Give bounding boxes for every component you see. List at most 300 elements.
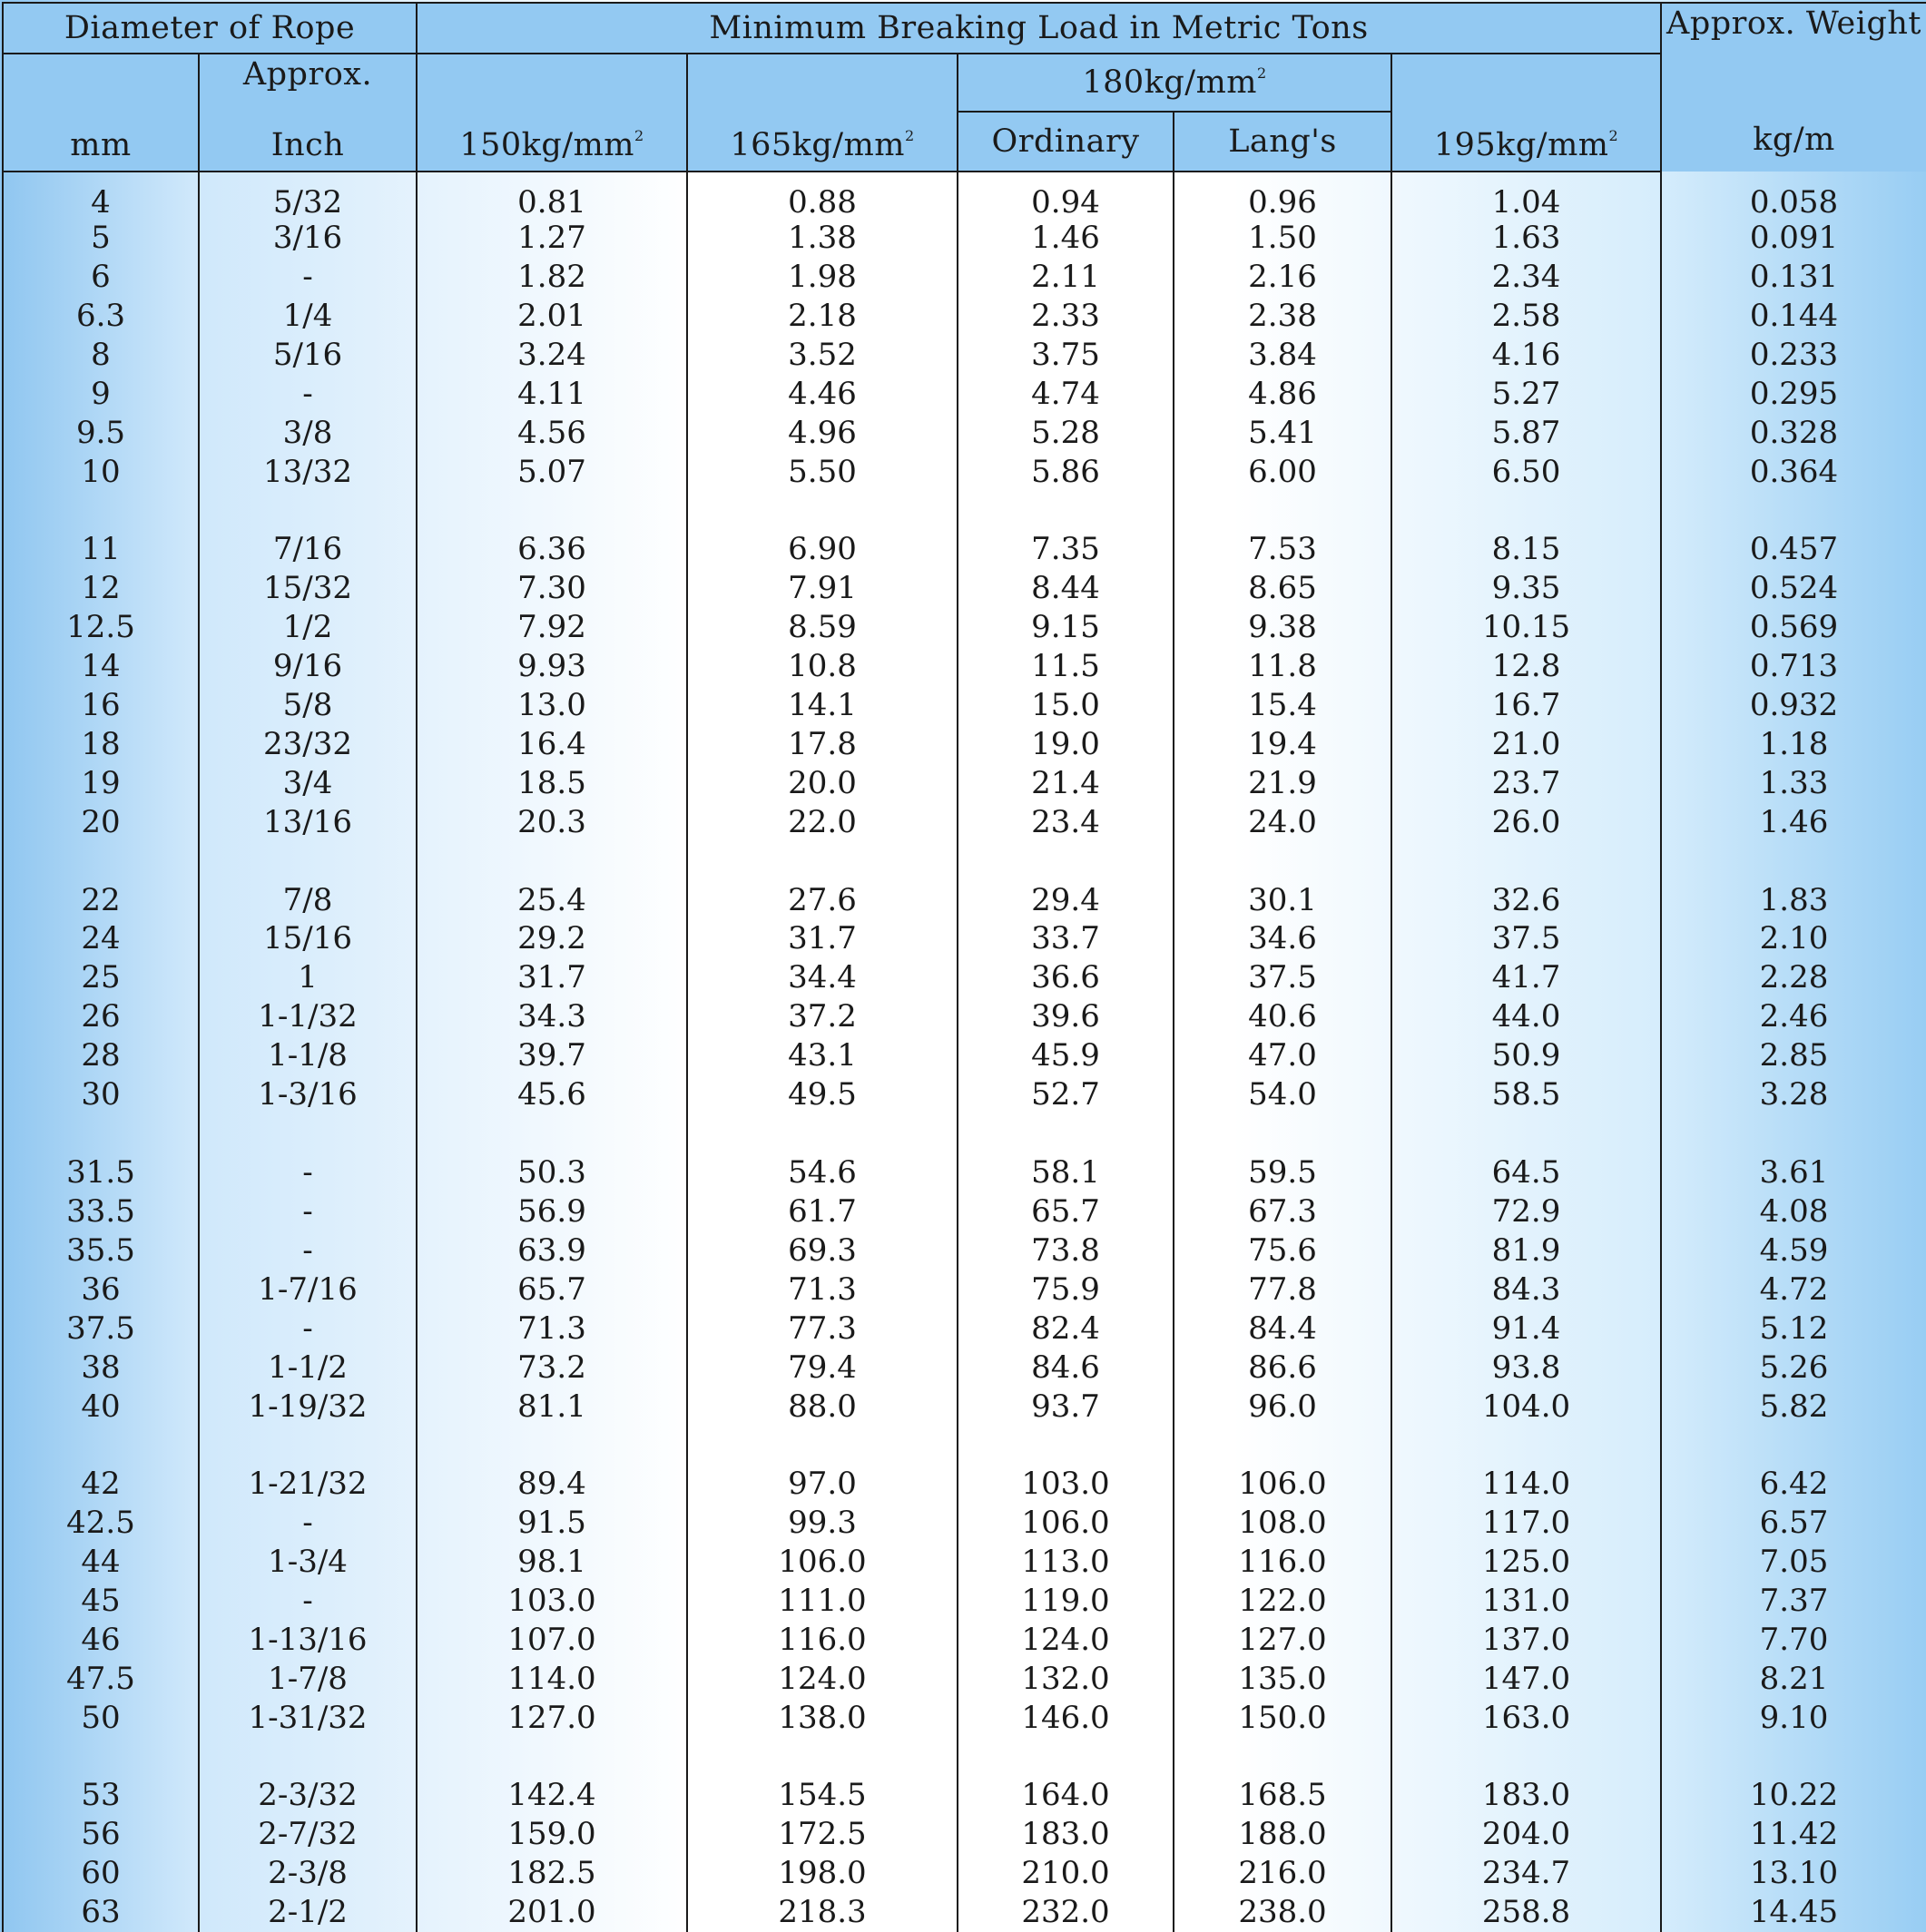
load-165-cell: 54.6 — [687, 1152, 958, 1192]
weight-kg-m-cell: 0.457 — [1661, 530, 1926, 569]
table-row — [3, 1192, 1926, 1231]
load-150-cell: 63.9 — [417, 1231, 687, 1270]
load-195-cell: 2.58 — [1391, 297, 1661, 336]
diameter-mm-cell: 33.5 — [3, 1192, 199, 1231]
grade-195-header — [1391, 54, 1661, 172]
load-150-cell: 103.0 — [417, 1581, 687, 1620]
weight-kg-m-cell: 3.28 — [1661, 1075, 1926, 1114]
rope-breaking-load-table — [2, 2, 1926, 1932]
table-row — [3, 1581, 1926, 1620]
load-165-cell: 124.0 — [687, 1659, 958, 1698]
table-row — [3, 1776, 1926, 1815]
load-150-cell: 7.30 — [417, 569, 687, 608]
load-180-langs-cell: 6.00 — [1174, 452, 1391, 491]
weight-kg-m-cell: 0.144 — [1661, 297, 1926, 336]
spacer-cell — [1174, 1114, 1391, 1152]
weight-kg-m-cell: 3.61 — [1661, 1152, 1926, 1192]
load-165-cell: 71.3 — [687, 1270, 958, 1309]
load-165-cell: 0.88 — [687, 172, 958, 219]
load-180-ordinary-cell: 11.5 — [958, 647, 1174, 686]
load-180-langs-cell: 21.9 — [1174, 764, 1391, 803]
diameter-inch-cell: 3/16 — [199, 219, 417, 258]
load-195-cell: 93.8 — [1391, 1348, 1661, 1387]
diameter-inch-cell: - — [199, 258, 417, 297]
load-165-cell: 79.4 — [687, 1348, 958, 1387]
spacer-cell — [958, 1737, 1174, 1775]
load-195-cell: 81.9 — [1391, 1231, 1661, 1270]
load-165-cell: 218.3 — [687, 1893, 958, 1932]
load-150-cell: 127.0 — [417, 1698, 687, 1737]
load-165-cell: 20.0 — [687, 764, 958, 803]
diameter-inch-cell: 2-3/32 — [199, 1776, 417, 1815]
group-spacer — [3, 1737, 1926, 1775]
table-row — [3, 880, 1926, 919]
diameter-inch-cell: 5/8 — [199, 686, 417, 725]
load-180-langs-cell: 34.6 — [1174, 919, 1391, 958]
load-195-cell: 41.7 — [1391, 958, 1661, 997]
load-180-ordinary-cell: 19.0 — [958, 725, 1174, 764]
load-165-cell: 61.7 — [687, 1192, 958, 1231]
mm-header: mm — [3, 54, 199, 172]
load-195-cell: 72.9 — [1391, 1192, 1661, 1231]
grade-150-sup: 2 — [634, 127, 644, 144]
diameter-mm-cell: 40 — [3, 1387, 199, 1426]
load-180-langs-cell: 2.38 — [1174, 297, 1391, 336]
load-180-langs-cell: 15.4 — [1174, 686, 1391, 725]
diameter-mm-cell: 35.5 — [3, 1231, 199, 1270]
load-180-ordinary-cell: 33.7 — [958, 919, 1174, 958]
spacer-cell — [199, 491, 417, 529]
load-180-langs-cell: 67.3 — [1174, 1192, 1391, 1231]
load-180-langs-cell: 188.0 — [1174, 1815, 1391, 1854]
load-195-cell: 4.16 — [1391, 335, 1661, 374]
load-150-cell: 1.27 — [417, 219, 687, 258]
diameter-inch-cell: 3/8 — [199, 413, 417, 452]
table-row — [3, 919, 1926, 958]
load-180-ordinary-cell: 65.7 — [958, 1192, 1174, 1231]
weight-kg-m-cell: 4.72 — [1661, 1270, 1926, 1309]
load-195-cell: 117.0 — [1391, 1504, 1661, 1543]
load-180-ordinary-cell: 75.9 — [958, 1270, 1174, 1309]
load-150-cell: 31.7 — [417, 958, 687, 997]
load-165-cell: 2.18 — [687, 297, 958, 336]
spacer-cell — [1174, 842, 1391, 880]
diameter-inch-cell: 7/8 — [199, 880, 417, 919]
load-150-cell: 39.7 — [417, 1036, 687, 1075]
load-195-cell: 32.6 — [1391, 880, 1661, 919]
group-spacer — [3, 1114, 1926, 1152]
weight-kg-m-cell: 6.42 — [1661, 1465, 1926, 1504]
diameter-mm-cell: 5 — [3, 219, 199, 258]
load-180-ordinary-cell: 21.4 — [958, 764, 1174, 803]
table-row — [3, 1543, 1926, 1582]
diameter-inch-cell: 13/32 — [199, 452, 417, 491]
diameter-mm-cell: 6.3 — [3, 297, 199, 336]
spacer-cell — [1174, 491, 1391, 529]
load-180-langs-cell: 37.5 — [1174, 958, 1391, 997]
diameter-inch-cell: 1-1/2 — [199, 1348, 417, 1387]
load-150-cell: 13.0 — [417, 686, 687, 725]
load-195-cell: 131.0 — [1391, 1581, 1661, 1620]
load-165-cell: 172.5 — [687, 1815, 958, 1854]
load-180-langs-cell: 0.96 — [1174, 172, 1391, 219]
load-180-langs-cell: 86.6 — [1174, 1348, 1391, 1387]
load-150-cell: 50.3 — [417, 1152, 687, 1192]
weight-kg-m-cell: 11.42 — [1661, 1815, 1926, 1854]
load-180-ordinary-cell: 2.11 — [958, 258, 1174, 297]
spacer-cell — [958, 491, 1174, 529]
load-150-cell: 142.4 — [417, 1776, 687, 1815]
diameter-mm-cell: 28 — [3, 1036, 199, 1075]
diameter-inch-cell: 13/16 — [199, 803, 417, 842]
load-180-ordinary-cell: 29.4 — [958, 880, 1174, 919]
load-150-cell: 9.93 — [417, 647, 687, 686]
table-row — [3, 1854, 1926, 1893]
weight-kg-m-cell: 13.10 — [1661, 1854, 1926, 1893]
load-165-cell: 27.6 — [687, 880, 958, 919]
diameter-mm-cell: 63 — [3, 1893, 199, 1932]
load-150-cell: 159.0 — [417, 1815, 687, 1854]
load-180-langs-cell: 75.6 — [1174, 1231, 1391, 1270]
table-row — [3, 764, 1926, 803]
load-180-langs-cell: 30.1 — [1174, 880, 1391, 919]
diameter-inch-cell: - — [199, 1309, 417, 1348]
load-195-cell: 26.0 — [1391, 803, 1661, 842]
load-165-cell: 31.7 — [687, 919, 958, 958]
load-165-cell: 34.4 — [687, 958, 958, 997]
diameter-mm-cell: 14 — [3, 647, 199, 686]
load-180-langs-cell: 19.4 — [1174, 725, 1391, 764]
load-195-cell: 147.0 — [1391, 1659, 1661, 1698]
table-row — [3, 686, 1926, 725]
inch-label: Inch — [270, 127, 345, 163]
weight-kg-m-cell: 0.932 — [1661, 686, 1926, 725]
table-row — [3, 530, 1926, 569]
spacer-cell — [1661, 1426, 1926, 1464]
weight-kg-m-cell: 8.21 — [1661, 1659, 1926, 1698]
weight-kg-m-cell: 1.83 — [1661, 880, 1926, 919]
load-195-cell: 21.0 — [1391, 725, 1661, 764]
table-row — [3, 1620, 1926, 1659]
weight-kg-m-cell: 2.10 — [1661, 919, 1926, 958]
table-row — [3, 1504, 1926, 1543]
load-195-cell: 137.0 — [1391, 1620, 1661, 1659]
weight-kg-m-cell: 1.33 — [1661, 764, 1926, 803]
grade-165-sup: 2 — [904, 127, 915, 144]
load-195-cell: 5.87 — [1391, 413, 1661, 452]
diameter-inch-cell: 1-1/32 — [199, 997, 417, 1036]
load-180-ordinary-cell: 45.9 — [958, 1036, 1174, 1075]
diameter-mm-cell: 30 — [3, 1075, 199, 1114]
load-165-cell: 116.0 — [687, 1620, 958, 1659]
diameter-inch-cell: - — [199, 1581, 417, 1620]
load-195-cell: 44.0 — [1391, 997, 1661, 1036]
table-row — [3, 725, 1926, 764]
table-body — [3, 172, 1926, 1932]
diameter-mm-cell: 47.5 — [3, 1659, 199, 1698]
load-180-langs-cell: 1.50 — [1174, 219, 1391, 258]
diameter-inch-cell: 1-21/32 — [199, 1465, 417, 1504]
load-150-cell: 7.92 — [417, 608, 687, 647]
weight-kg-m-cell: 5.12 — [1661, 1309, 1926, 1348]
weight-kg-m-cell: 0.524 — [1661, 569, 1926, 608]
diameter-inch-cell: - — [199, 1504, 417, 1543]
diameter-inch-cell: 2-7/32 — [199, 1815, 417, 1854]
table-row — [3, 1698, 1926, 1737]
load-195-cell: 163.0 — [1391, 1698, 1661, 1737]
load-180-langs-cell: 9.38 — [1174, 608, 1391, 647]
group-spacer — [3, 842, 1926, 880]
load-150-cell: 6.36 — [417, 530, 687, 569]
diameter-of-rope-header: Diameter of Rope — [3, 3, 417, 54]
load-195-cell: 1.63 — [1391, 219, 1661, 258]
inch-header — [199, 54, 417, 172]
weight-kg-m-cell: 7.70 — [1661, 1620, 1926, 1659]
weight-kg-m-cell: 7.05 — [1661, 1543, 1926, 1582]
diameter-inch-cell: - — [199, 1231, 417, 1270]
load-165-cell: 1.98 — [687, 258, 958, 297]
load-180-ordinary-cell: 119.0 — [958, 1581, 1174, 1620]
group-spacer — [3, 1426, 1926, 1464]
spacer-cell — [1174, 1737, 1391, 1775]
spacer-cell — [3, 491, 199, 529]
spacer-cell — [687, 1426, 958, 1464]
spacer-cell — [3, 1426, 199, 1464]
load-165-cell: 97.0 — [687, 1465, 958, 1504]
diameter-inch-cell: 2-3/8 — [199, 1854, 417, 1893]
weight-kg-m-cell: 1.46 — [1661, 803, 1926, 842]
diameter-inch-cell: 15/32 — [199, 569, 417, 608]
spacer-cell — [1661, 842, 1926, 880]
diameter-mm-cell: 8 — [3, 335, 199, 374]
load-165-cell: 4.46 — [687, 374, 958, 413]
weight-kg-m-cell: 2.28 — [1661, 958, 1926, 997]
weight-kg-m-cell: 7.37 — [1661, 1581, 1926, 1620]
weight-kg-m-cell: 0.328 — [1661, 413, 1926, 452]
load-180-langs-cell: 122.0 — [1174, 1581, 1391, 1620]
table-row — [3, 374, 1926, 413]
load-150-cell: 45.6 — [417, 1075, 687, 1114]
load-180-langs-cell: 11.8 — [1174, 647, 1391, 686]
diameter-mm-cell: 56 — [3, 1815, 199, 1854]
table-row — [3, 1270, 1926, 1309]
diameter-inch-cell: 2-1/2 — [199, 1893, 417, 1932]
table-row — [3, 1231, 1926, 1270]
load-165-cell: 49.5 — [687, 1075, 958, 1114]
diameter-mm-cell: 60 — [3, 1854, 199, 1893]
min-breaking-load-header: Minimum Breaking Load in Metric Tons — [417, 3, 1661, 54]
load-180-ordinary-cell: 146.0 — [958, 1698, 1174, 1737]
diameter-inch-cell: 1-3/16 — [199, 1075, 417, 1114]
spacer-cell — [3, 1737, 199, 1775]
load-165-cell: 37.2 — [687, 997, 958, 1036]
weight-kg-m-cell: 0.091 — [1661, 219, 1926, 258]
table-row — [3, 297, 1926, 336]
load-165-cell: 1.38 — [687, 219, 958, 258]
grade-165-header — [687, 54, 958, 172]
diameter-inch-cell: 15/16 — [199, 919, 417, 958]
load-195-cell: 1.04 — [1391, 172, 1661, 219]
diameter-mm-cell: 38 — [3, 1348, 199, 1387]
load-180-ordinary-cell: 4.74 — [958, 374, 1174, 413]
load-150-cell: 1.82 — [417, 258, 687, 297]
diameter-mm-cell: 22 — [3, 880, 199, 919]
load-195-cell: 16.7 — [1391, 686, 1661, 725]
weight-kg-m-cell: 0.569 — [1661, 608, 1926, 647]
load-165-cell: 7.91 — [687, 569, 958, 608]
grade-150-label: 150kg/mm — [459, 127, 634, 163]
spacer-cell — [687, 491, 958, 529]
diameter-mm-cell: 53 — [3, 1776, 199, 1815]
load-150-cell: 0.81 — [417, 172, 687, 219]
load-165-cell: 10.8 — [687, 647, 958, 686]
load-165-cell: 69.3 — [687, 1231, 958, 1270]
table-row — [3, 1348, 1926, 1387]
table-row — [3, 647, 1926, 686]
spacer-cell — [417, 1114, 687, 1152]
load-180-langs-cell: 135.0 — [1174, 1659, 1391, 1698]
spacer-cell — [3, 842, 199, 880]
load-165-cell: 6.90 — [687, 530, 958, 569]
weight-kg-m-cell: 9.10 — [1661, 1698, 1926, 1737]
load-180-ordinary-cell: 52.7 — [958, 1075, 1174, 1114]
diameter-inch-cell: 1-3/4 — [199, 1543, 417, 1582]
load-180-ordinary-cell: 15.0 — [958, 686, 1174, 725]
spacer-cell — [958, 842, 1174, 880]
diameter-inch-cell: 1/2 — [199, 608, 417, 647]
kg-per-m-label: kg/m — [1753, 122, 1835, 158]
load-180-langs-cell: 7.53 — [1174, 530, 1391, 569]
load-180-langs-cell: 108.0 — [1174, 1504, 1391, 1543]
load-180-ordinary-cell: 7.35 — [958, 530, 1174, 569]
load-195-cell: 204.0 — [1391, 1815, 1661, 1854]
load-180-langs-cell: 168.5 — [1174, 1776, 1391, 1815]
spacer-cell — [3, 1114, 199, 1152]
table-row — [3, 1036, 1926, 1075]
diameter-mm-cell: 25 — [3, 958, 199, 997]
diameter-inch-cell: 1-1/8 — [199, 1036, 417, 1075]
weight-kg-m-cell: 4.08 — [1661, 1192, 1926, 1231]
load-180-langs-cell: 84.4 — [1174, 1309, 1391, 1348]
load-195-cell: 114.0 — [1391, 1465, 1661, 1504]
spacer-cell — [417, 491, 687, 529]
load-165-cell: 4.96 — [687, 413, 958, 452]
load-150-cell: 4.56 — [417, 413, 687, 452]
diameter-mm-cell: 46 — [3, 1620, 199, 1659]
spacer-cell — [687, 1114, 958, 1152]
load-165-cell: 111.0 — [687, 1581, 958, 1620]
table-row — [3, 1387, 1926, 1426]
load-150-cell: 56.9 — [417, 1192, 687, 1231]
load-150-cell: 182.5 — [417, 1854, 687, 1893]
table-row — [3, 1075, 1926, 1114]
load-195-cell: 104.0 — [1391, 1387, 1661, 1426]
load-165-cell: 138.0 — [687, 1698, 958, 1737]
diameter-mm-cell: 45 — [3, 1581, 199, 1620]
load-150-cell: 98.1 — [417, 1543, 687, 1582]
weight-kg-m-cell: 5.82 — [1661, 1387, 1926, 1426]
load-180-ordinary-cell: 183.0 — [958, 1815, 1174, 1854]
load-180-ordinary-cell: 39.6 — [958, 997, 1174, 1036]
diameter-inch-cell: 1-19/32 — [199, 1387, 417, 1426]
load-180-ordinary-cell: 1.46 — [958, 219, 1174, 258]
diameter-mm-cell: 26 — [3, 997, 199, 1036]
diameter-inch-cell: 1-31/32 — [199, 1698, 417, 1737]
diameter-inch-cell: 1-7/16 — [199, 1270, 417, 1309]
weight-kg-m-cell: 14.45 — [1661, 1893, 1926, 1932]
load-180-ordinary-cell: 84.6 — [958, 1348, 1174, 1387]
diameter-inch-cell: - — [199, 1152, 417, 1192]
diameter-inch-cell: - — [199, 1192, 417, 1231]
load-195-cell: 6.50 — [1391, 452, 1661, 491]
load-195-cell: 125.0 — [1391, 1543, 1661, 1582]
load-195-cell: 50.9 — [1391, 1036, 1661, 1075]
spacer-cell — [958, 1114, 1174, 1152]
load-180-ordinary-cell: 164.0 — [958, 1776, 1174, 1815]
load-180-ordinary-cell: 8.44 — [958, 569, 1174, 608]
table-row — [3, 219, 1926, 258]
diameter-mm-cell: 36 — [3, 1270, 199, 1309]
diameter-mm-cell: 31.5 — [3, 1152, 199, 1192]
load-180-ordinary-cell: 23.4 — [958, 803, 1174, 842]
spacer-cell — [1174, 1426, 1391, 1464]
load-195-cell: 8.15 — [1391, 530, 1661, 569]
weight-kg-m-cell: 2.46 — [1661, 997, 1926, 1036]
table-header — [3, 3, 1926, 172]
load-150-cell: 2.01 — [417, 297, 687, 336]
load-165-cell: 99.3 — [687, 1504, 958, 1543]
load-195-cell: 234.7 — [1391, 1854, 1661, 1893]
load-165-cell: 88.0 — [687, 1387, 958, 1426]
load-150-cell: 71.3 — [417, 1309, 687, 1348]
approx-weight-header — [1661, 3, 1926, 172]
load-150-cell: 65.7 — [417, 1270, 687, 1309]
load-180-ordinary-cell: 0.94 — [958, 172, 1174, 219]
load-180-langs-cell: 216.0 — [1174, 1854, 1391, 1893]
diameter-mm-cell: 20 — [3, 803, 199, 842]
load-180-langs-cell: 96.0 — [1174, 1387, 1391, 1426]
load-180-langs-cell: 150.0 — [1174, 1698, 1391, 1737]
load-165-cell: 3.52 — [687, 335, 958, 374]
spacer-cell — [1391, 842, 1661, 880]
diameter-mm-cell: 12 — [3, 569, 199, 608]
grade-150-header — [417, 54, 687, 172]
load-180-langs-cell: 40.6 — [1174, 997, 1391, 1036]
spacer-cell — [1391, 1114, 1661, 1152]
spacer-cell — [1391, 1426, 1661, 1464]
load-150-cell: 91.5 — [417, 1504, 687, 1543]
table-row — [3, 1815, 1926, 1854]
load-180-ordinary-cell: 5.28 — [958, 413, 1174, 452]
weight-kg-m-cell: 0.058 — [1661, 172, 1926, 219]
diameter-inch-cell: 5/32 — [199, 172, 417, 219]
load-150-cell: 25.4 — [417, 880, 687, 919]
load-150-cell: 20.3 — [417, 803, 687, 842]
load-180-ordinary-cell: 232.0 — [958, 1893, 1174, 1932]
load-180-langs-cell: 238.0 — [1174, 1893, 1391, 1932]
load-180-ordinary-cell: 2.33 — [958, 297, 1174, 336]
load-150-cell: 4.11 — [417, 374, 687, 413]
load-195-cell: 12.8 — [1391, 647, 1661, 686]
load-195-cell: 84.3 — [1391, 1270, 1661, 1309]
weight-kg-m-cell: 1.18 — [1661, 725, 1926, 764]
load-165-cell: 17.8 — [687, 725, 958, 764]
spacer-cell — [1391, 491, 1661, 529]
load-195-cell: 258.8 — [1391, 1893, 1661, 1932]
diameter-mm-cell: 11 — [3, 530, 199, 569]
diameter-inch-cell: 1-13/16 — [199, 1620, 417, 1659]
diameter-mm-cell: 18 — [3, 725, 199, 764]
